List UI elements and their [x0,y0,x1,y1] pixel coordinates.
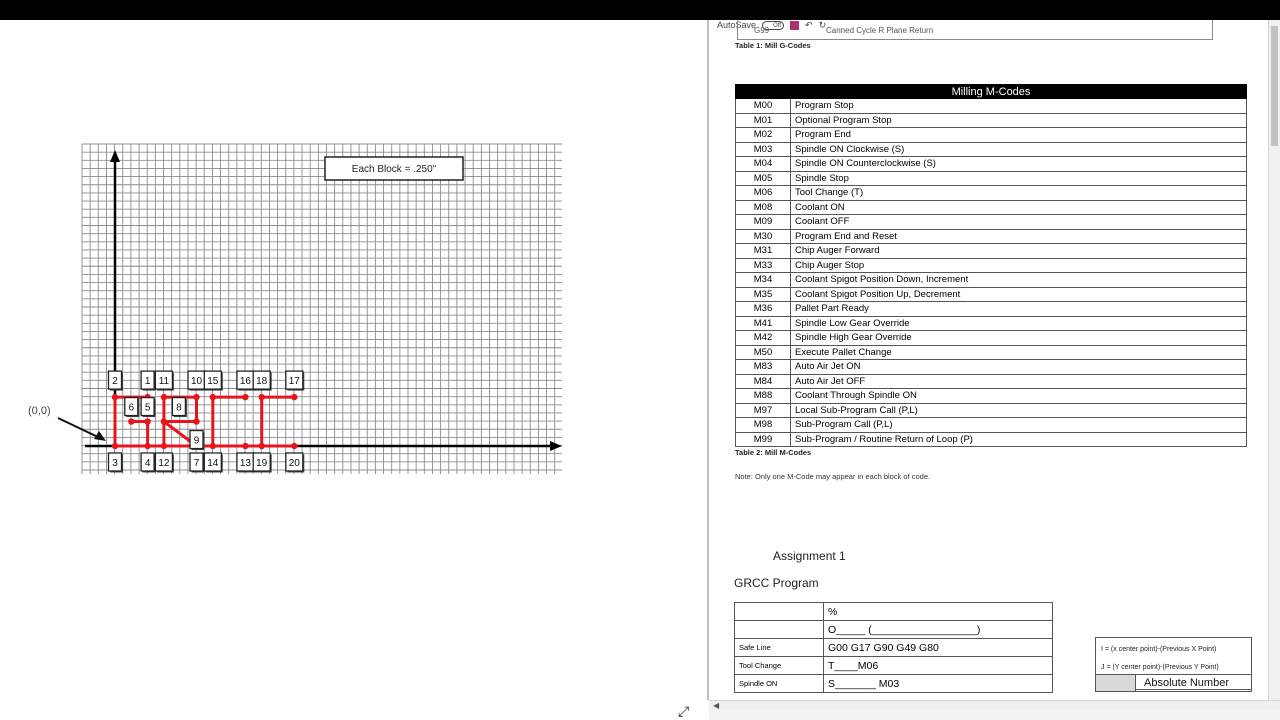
undo-icon[interactable]: ↶ [805,20,813,30]
figure-pane [0,20,708,720]
top-black-bar [0,0,1280,20]
mcode-row [736,273,1247,288]
status-bar [709,710,1280,720]
vertical-scrollbar[interactable] [1268,20,1280,700]
point-5-marker [144,418,150,424]
mcode-note: Note: Only one M-Code may appear in each block of code. [735,472,931,481]
point-8-label: 8 [176,402,182,414]
autosave-label: AutoSave [717,20,757,30]
mcode-row [736,99,1247,114]
x-axis-arrow [550,441,562,451]
mcode-row [736,432,1247,447]
point-18-label: 18 [256,376,268,388]
mcode-code: M31 [736,244,791,259]
mcode-row [736,186,1247,201]
point-7-label: 7 [193,458,200,469]
table1-caption: Table 1: Mill G-Codes [735,41,811,50]
point-12-marker [161,443,167,449]
point-4-marker [144,443,150,449]
point-14-marker [210,443,216,449]
point-9-label: 9 [193,435,200,447]
mcode-row [736,229,1247,244]
mcode-code: M01 [736,113,791,128]
program-row-label: Safe Line [735,639,824,657]
program-row-value[interactable]: S_______ M03 [824,675,1053,693]
mcode-row [736,374,1247,389]
point-3-marker [112,443,118,449]
mcode-row [736,128,1247,143]
mcode-code: M03 [736,142,791,157]
point-10-marker [193,394,199,400]
mcode-desc: Coolant Through Spindle ON [791,389,1247,404]
point-15-label: 15 [207,376,219,388]
origin-label: (0,0) [28,405,51,417]
mcode-desc: Execute Pallet Change [791,345,1247,360]
program-row [735,621,1053,639]
block-legend-text: Each Block = .250" [351,164,437,175]
point-14-label: 14 [207,458,219,469]
mcode-row [736,113,1247,128]
mcode-code: M06 [736,186,791,201]
point-17-marker [291,394,297,400]
mcode-desc: Program Stop [791,99,1247,114]
scroll-left-icon[interactable]: ◀ [713,701,720,710]
mcode-desc: Spindle ON Clockwise (S) [791,142,1247,157]
mcode-code: M88 [736,389,791,404]
program-row-value[interactable]: O_____ (__________________) [824,621,1053,639]
point-9-marker [193,418,199,424]
point-15-marker [210,394,216,400]
mcode-row [736,360,1247,375]
point-12-label: 12 [158,458,170,469]
mcode-desc: Spindle Stop [791,171,1247,186]
point-13-marker [242,443,248,449]
mcode-code: M02 [736,128,791,143]
mcode-row [736,389,1247,404]
mcodes-title: Milling M-Codes [736,85,1247,99]
mcode-desc: Sub-Program / Routine Return of Loop (P) [791,432,1247,447]
mcode-code: M08 [736,200,791,215]
mcode-desc: Coolant Spigot Position Up, Decrement [791,287,1247,302]
program-row [735,675,1053,693]
mcode-code: M09 [736,215,791,230]
program-table [734,602,1053,693]
mcode-code: M50 [736,345,791,360]
mcode-desc: Spindle ON Counterclockwise (S) [791,157,1247,172]
mcode-code: M05 [736,171,791,186]
program-row-value[interactable]: T____M06 [824,657,1053,675]
absolute-number-swatch [1096,675,1136,691]
mcode-desc: Coolant ON [791,200,1247,215]
mcode-code: M00 [736,99,791,114]
legend-i: I = (x center point)-(Previous X Point) [1101,646,1217,653]
mcode-desc: Optional Program Stop [791,113,1247,128]
mcode-desc: Local Sub-Program Call (P,L) [791,403,1247,418]
mcode-desc: Program End [791,128,1247,143]
point-4-label: 4 [144,458,151,469]
mcode-row [736,316,1247,331]
mcode-row [736,418,1247,433]
point-2-label: 2 [112,376,118,388]
mcode-code: M83 [736,360,791,375]
program-row-label [735,603,824,621]
absolute-number-label: Absolute Number [1144,677,1229,689]
program-row-value[interactable]: G00 G17 G90 G49 G80 [824,639,1053,657]
mcode-row [736,345,1247,360]
program-row [735,657,1053,675]
mcode-row [736,142,1247,157]
scroll-thumb[interactable] [1271,26,1278,146]
point-6-label: 6 [128,402,135,414]
program-title: GRCC Program [734,576,819,590]
mcode-code: M34 [736,273,791,288]
mcode-row [736,403,1247,418]
program-row [735,639,1053,657]
mcode-code: M33 [736,258,791,273]
mcode-desc: Spindle Low Gear Override [791,316,1247,331]
point-19-label: 19 [256,458,268,469]
program-row-value[interactable]: % [824,603,1053,621]
point-16-label: 16 [239,376,251,388]
mcode-desc: Pallet Part Ready [791,302,1247,317]
autosave-toggle[interactable]: Off [762,21,784,30]
mcode-desc: Chip Auger Forward [791,244,1247,259]
mcode-desc: Coolant OFF [791,215,1247,230]
point-6-marker [128,418,134,424]
point-20-marker [291,443,297,449]
mcode-row [736,157,1247,172]
program-row-label: Tool Change [735,657,824,675]
mcode-row [736,200,1247,215]
mcodes-table [735,84,1247,447]
point-16-marker [242,394,248,400]
gcode-cut-desc: Canned Cycle R Plane Return [826,26,934,35]
point-19-marker [259,443,265,449]
redo-icon[interactable]: ↻ [818,20,827,30]
point-17-label: 17 [288,376,300,388]
toolpath-figure [0,20,708,720]
point-1-label: 1 [144,376,151,388]
mcode-code: M36 [736,302,791,317]
point-2-marker [112,394,118,400]
point-11-label: 11 [158,376,170,388]
mcode-code: M97 [736,403,791,418]
mcode-code: M04 [736,157,791,172]
mcode-row [736,258,1247,273]
mcode-desc: Chip Auger Stop [791,258,1247,273]
point-3-label: 3 [112,458,118,469]
mcode-code: M35 [736,287,791,302]
mcode-desc: Coolant Spigot Position Down, Increment [791,273,1247,288]
legend-j: J = (Y center point)-(Previous Y Point) [1101,664,1219,671]
resize-icon[interactable]: ⤢ [678,703,690,719]
mcode-desc: Auto Air Jet OFF [791,374,1247,389]
program-row [735,603,1053,621]
mcode-code: M99 [736,432,791,447]
assignment-title: Assignment 1 [773,549,846,563]
mcode-desc: Sub-Program Call (P,L) [791,418,1247,433]
point-8-marker [161,418,167,424]
mcode-row [736,331,1247,346]
mcode-desc: Spindle High Gear Override [791,331,1247,346]
gcode-last-row [737,20,1213,40]
point-20-label: 20 [288,458,300,469]
point-11-marker [161,394,167,400]
table2-caption: Table 2: Mill M-Codes [735,448,812,457]
point-18-marker [259,394,265,400]
program-row-label: Spindle ON [735,675,824,693]
mcode-code: M42 [736,331,791,346]
mcode-row [736,302,1247,317]
mcode-row [736,215,1247,230]
mcode-code: M84 [736,374,791,389]
mcode-row [736,244,1247,259]
mcode-row [736,171,1247,186]
document-pane [709,20,1269,700]
point-5-label: 5 [144,402,151,414]
mcode-desc: Auto Air Jet ON [791,360,1247,375]
point-13-label: 13 [239,458,251,469]
mcode-code: M41 [736,316,791,331]
point-10-label: 10 [190,376,203,388]
mcode-code: M30 [736,229,791,244]
mcode-code: M98 [736,418,791,433]
mcode-desc: Tool Change (T) [791,186,1247,201]
program-row-label [735,621,824,639]
mcode-row [736,287,1247,302]
gcode-cut-code: G99 [754,26,770,35]
mcode-desc: Program End and Reset [791,229,1247,244]
absolute-number-key [1095,674,1252,692]
